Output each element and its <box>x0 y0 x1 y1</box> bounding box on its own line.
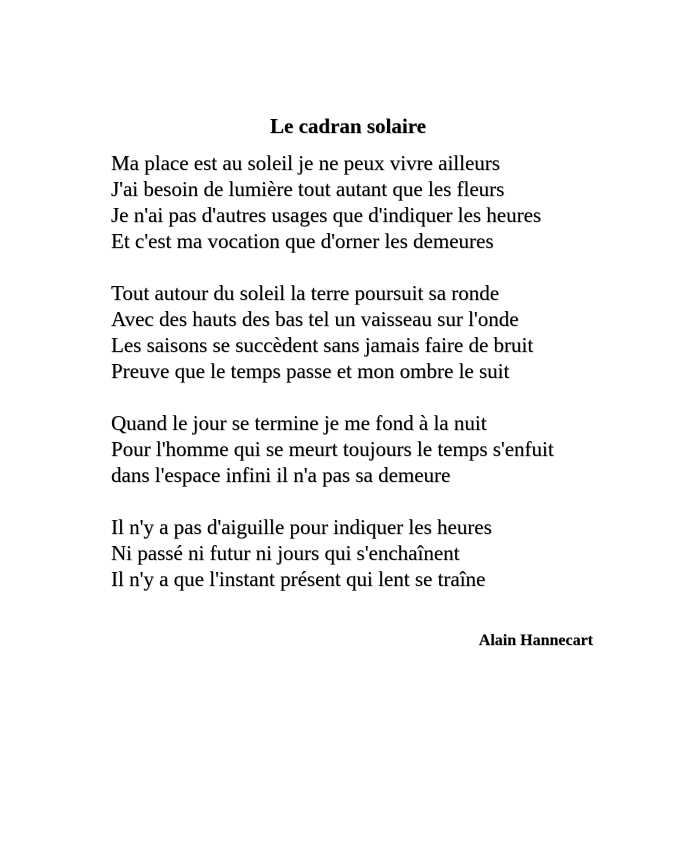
poem-line: Ma place est au soleil je ne peux vivre ailleurs <box>111 151 500 175</box>
stanza-1 <box>111 150 671 254</box>
poem-line: Avec des hauts des bas tel un vaisseau sur l'onde <box>111 307 519 331</box>
poem-line: Et c'est ma vocation que d'orner les demeures <box>111 229 494 253</box>
stanza-2 <box>111 280 671 384</box>
stanza-3 <box>111 410 671 488</box>
poem-line: Ni passé ni futur ni jours qui s'enchaînent <box>111 541 460 565</box>
poem-line: Il n'y a que l'instant présent qui lent se traîne <box>111 567 486 591</box>
poem-line: Tout autour du soleil la terre poursuit sa ronde <box>111 281 500 305</box>
author-signature: Alain Hannecart <box>478 632 593 649</box>
poem-line: Les saisons se succèdent sans jamais faire de bruit <box>111 333 534 357</box>
poem-title: Le cadran solaire <box>270 114 426 138</box>
poem-line: Il n'y a pas d'aiguille pour indiquer les heures <box>111 515 492 539</box>
poem-line: Preuve que le temps passe et mon ombre le suit <box>111 359 510 383</box>
poem-line: Quand le jour se termine je me fond à la nuit <box>111 411 487 435</box>
poem-line: Je n'ai pas d'autres usages que d'indiquer les heures <box>111 203 542 227</box>
poem-line: J'ai besoin de lumière tout autant que les fleurs <box>111 177 505 201</box>
stanza-4 <box>111 514 671 592</box>
poem-body <box>111 150 671 618</box>
poem-line: dans l'espace infini il n'a pas sa demeure <box>111 463 451 487</box>
poem-line: Pour l'homme qui se meurt toujours le temps s'enfuit <box>111 437 554 461</box>
